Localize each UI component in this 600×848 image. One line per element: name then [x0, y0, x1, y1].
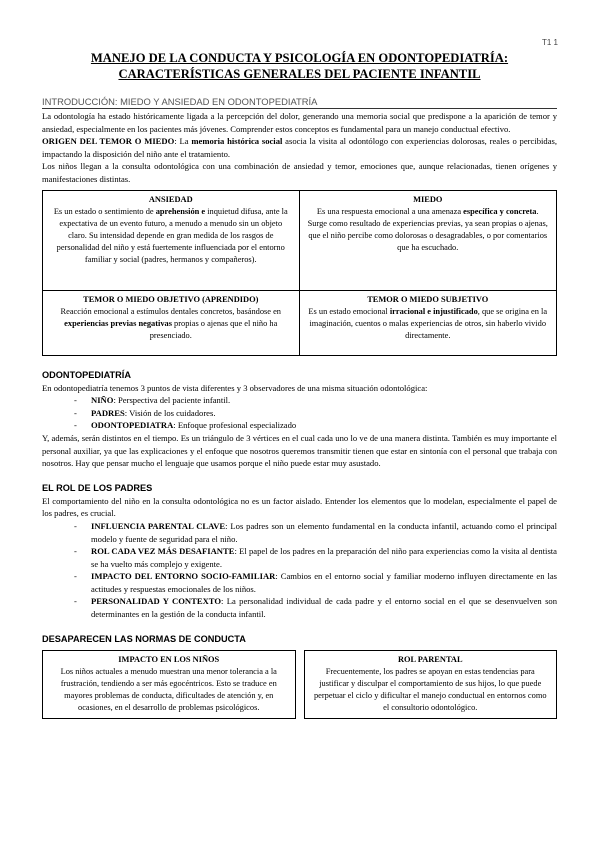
anxiety-cell	[43, 191, 300, 291]
parental-role-title: ROL PARENTAL	[397, 654, 463, 664]
origin-post: asocia la visita al odontólogo con experiencias dolorosas, reales o percibidas, impactando la disposición del niño ante el tratamiento.	[42, 136, 557, 159]
fear-cell	[300, 191, 557, 291]
parents-heading: EL ROL DE LOS PADRES	[42, 482, 153, 493]
anxiety-title: ANSIEDAD	[148, 194, 193, 204]
document-page	[42, 34, 557, 719]
list-item: - NIÑO: Perspectiva del paciente infantil.	[74, 394, 557, 407]
origin-label: ORIGEN DEL TEMOR O MIEDO	[42, 136, 175, 147]
list-item: - IMPACTO DEL ENTORNO SOCIO-FAMILIAR: Cambios en el entorno social y familiar moderno influyen directamente en las actitudes y respuestas emocionales de los niños.	[74, 570, 557, 595]
intro-heading: INTRODUCCIÓN: MIEDO Y ANSIEDAD EN ODONTOPEDIATRÍA	[42, 96, 557, 109]
origin-paragraph	[42, 135, 557, 160]
parental-role-text: Frecuentemente, los padres se apoyan en estas tendencias para justificar y disculpar el comportamiento de sus hijos, lo que puede perpetuar el ciclo y dificultar el manejo conductual en entornos como el consultorio odontológico.	[313, 666, 547, 712]
children-impact-text: Los niños actuales a menudo muestran una menor tolerancia a la frustración, tendiendo a ser más egocéntricos. Esto se traduce en mayores problemas de conducta, dificultades de atención y, en ocasiones, en el desarrollo de problemas psicológicos.	[60, 666, 277, 712]
intro-paragraph-3: Los niños llegan a la consulta odontológica con una combinación de ansiedad y temor, emociones que, aunque relacionadas, tienen orígenes y manifestaciones distintas.	[42, 161, 557, 184]
subjective-fear-text: Es un estado emocional irracional e injustificado, que se origina en la imaginación, cuentos o malas experiencias de otros, sin haberlo vivido directamente.	[308, 306, 548, 340]
list-item: - INFLUENCIA PARENTAL CLAVE: Los padres son un elemento fundamental en la conducta infantil, actuando como el principal modelo y fuente de seguridad para el niño.	[74, 520, 557, 545]
children-impact-title: IMPACTO EN LOS NIÑOS	[118, 654, 220, 664]
list-item: - ROL CADA VEZ MÁS DESAFIANTE: El papel de los padres en la preparación del niño para experiencias como la visita al dentista se ha vuelto más complejo y exigente.	[74, 545, 557, 570]
subjective-fear-title: TEMOR O MIEDO SUBJETIVO	[367, 294, 489, 304]
page-title	[42, 50, 557, 82]
origin-bold: memoria histórica social	[191, 136, 283, 147]
norms-heading: DESAPARECEN LAS NORMAS DE CONDUCTA	[42, 633, 246, 644]
title-line-2: CARACTERÍSTICAS GENERALES DEL PACIENTE INFANTIL	[118, 67, 481, 81]
odonto-intro: En odontopediatría tenemos 3 puntos de vista diferentes y 3 observadores de una misma situación odontológica:	[42, 382, 428, 393]
anxiety-text: Es un estado o sentimiento de aprehensión e inquietud difusa, ante la expectativa de un evento futuro, a menudo a menudo sin un objeto claro. Su intensidad depende en gran medida de los rasgos de personalidad del niño y está fuertemente influenciada por el entorno familiar y social (padres, hermanos y compañeros).	[53, 206, 288, 264]
list-item: - PERSONALIDAD Y CONTEXTO: La personalidad individual de cada padre y el entorno social en el que se desenvuelven son determinantes en la gestión de la conducta infantil.	[74, 595, 557, 620]
list-item: - PADRES: Visión de los cuidadores.	[74, 407, 557, 420]
subjective-fear-cell	[300, 291, 557, 355]
page-number: T1 1	[541, 38, 558, 47]
parents-list	[42, 520, 557, 621]
objective-fear-text: Reacción emocional a estímulos dentales concretos, basándose en experiencias previas negativas propias o ajenas que el niño ha presenciado.	[60, 306, 281, 340]
origin-pre: : La	[174, 136, 192, 147]
children-impact-box	[42, 650, 296, 719]
intro-paragraph: La odontología ha estado históricamente ligada a la percepción del dolor, generando una memoria social que predispone a la aparición de temor y ansiedad, especialmente en los pacientes más jóvenes. Comprender estos conceptos es fundamental para un manejo conductual efectivo.	[42, 111, 557, 134]
odonto-paragraph: Y, además, serán distintos en el tiempo. Es un triángulo de 3 vértices en el cual cada uno lo ve de una manera distinta. También es muy importante el personal auxiliar, ya que las explicaciones y el enfoque que nosotros queremos transmitir tienen que estar en sintonía con el personal que trabaja con nosotros. Hay que pensar mucho el lenguaje que usamos porque el niño puede estar muy asustado.	[42, 432, 557, 469]
fear-text: Es una respuesta emocional a una amenaza específica y concreta. Surge como resultado de experiencias previas, ya sean propias o ajenas, que el niño percibe como dolorosas o desagradables, o por comentarios que ha escuchado.	[307, 206, 548, 252]
objective-fear-title: TEMOR O MIEDO OBJETIVO (APRENDIDO)	[83, 294, 259, 304]
fear-title: MIEDO	[413, 194, 443, 204]
parents-intro: El comportamiento del niño en la consulta odontológica no es un factor aislado. Entender los elementos que lo modelan, especialmente el papel de los padres, es crucial.	[42, 495, 557, 519]
objective-fear-cell	[43, 291, 300, 355]
odonto-heading: ODONTOPEDIATRÍA	[42, 369, 131, 380]
list-item: - ODONTOPEDIATRA: Enfoque profesional especializado	[74, 419, 557, 432]
parental-role-box	[304, 650, 558, 719]
norms-boxes	[42, 650, 557, 719]
emotion-grid	[42, 190, 557, 356]
observers-list	[42, 394, 557, 432]
title-line-1: MANEJO DE LA CONDUCTA Y PSICOLOGÍA EN ODONTOPEDIATRÍA:	[90, 51, 509, 65]
